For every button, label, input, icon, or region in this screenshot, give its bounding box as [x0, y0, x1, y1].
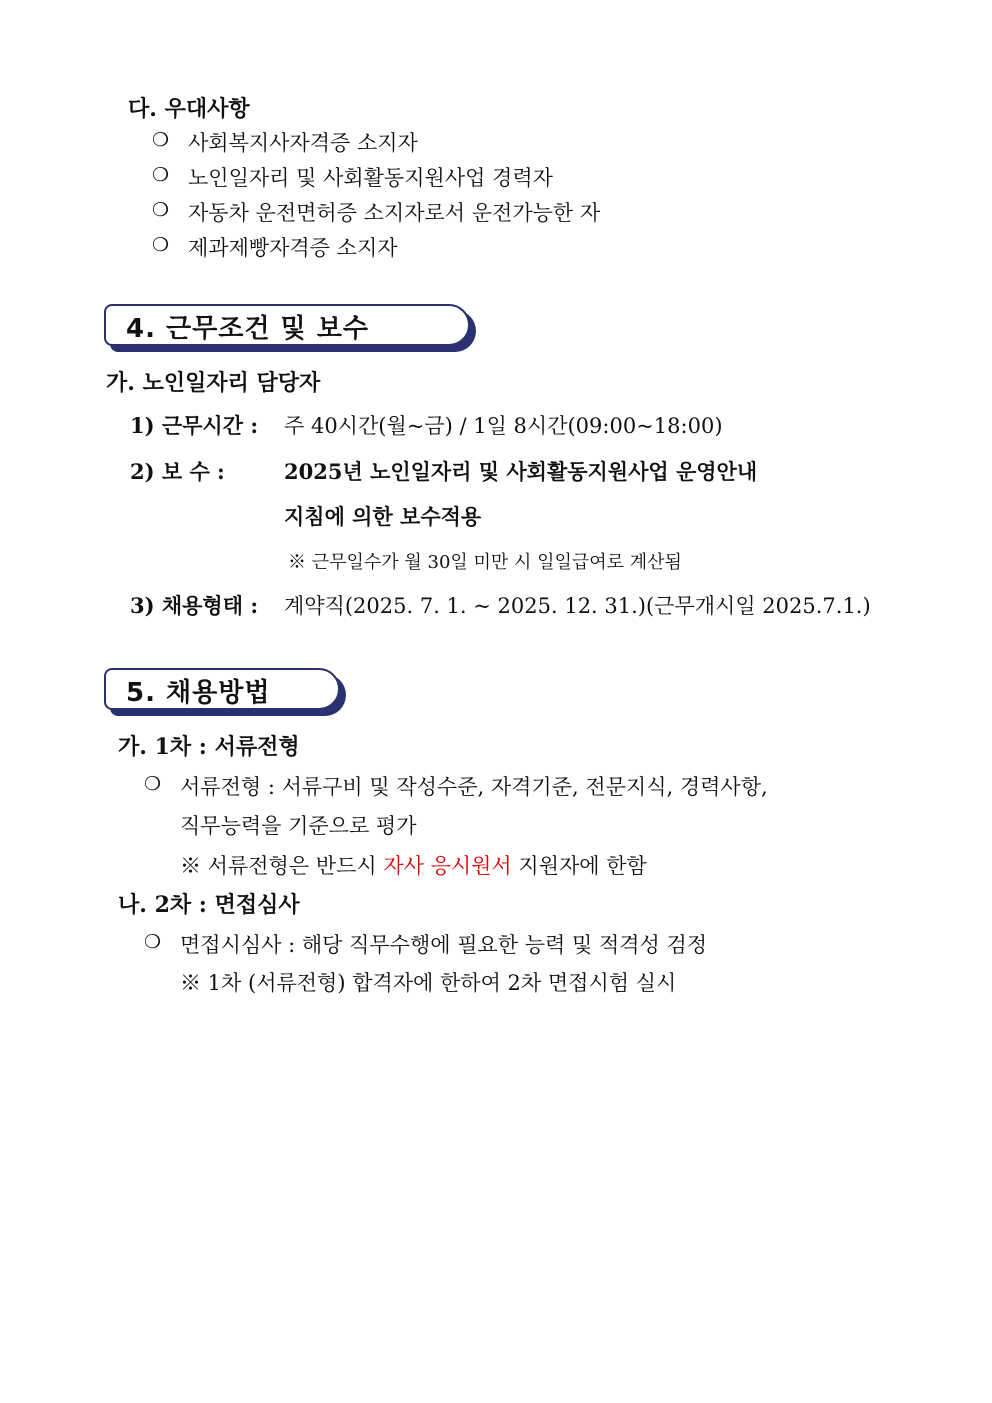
round1-description-line2: 직무능력을 기준으로 평가 [180, 814, 417, 838]
pay-value-line1: 2025년 노인일자리 및 사회활동지원사업 운영안내 [284, 459, 758, 484]
pay-value-line2: 지침에 의한 보수적용 [284, 504, 482, 529]
round1-heading: 가. 1차 : 서류전형 [118, 734, 300, 760]
round1-note-emphasis: 자사 응시원서 [383, 854, 512, 878]
work-hours-label: 1) 근무시간 : [130, 413, 259, 438]
bullet-circle-icon: ❍ [152, 234, 170, 256]
section-4-subheading: 가. 노인일자리 담당자 [106, 370, 321, 396]
section-5-title-box [104, 668, 340, 710]
round2-heading: 나. 2차 : 면접심사 [118, 892, 300, 918]
round1-note-prefix: ※ 서류전형은 반드시 [180, 854, 384, 878]
round2-note: ※ 1차 (서류전형) 합격자에 한하여 2차 면접시험 실시 [180, 971, 677, 995]
pay-label: 2) 보 수 : [130, 459, 225, 484]
bullet-circle-icon: ❍ [152, 129, 170, 151]
employment-type-value: 계약직(2025. 7. 1. ~ 2025. 12. 31.)(근무개시일 2025.7.1.) [284, 594, 871, 618]
round2-description: 면접시심사 : 해당 직무수행에 필요한 능력 및 적격성 검정 [180, 933, 708, 957]
section-4-title: 4. 근무조건 및 보수 [126, 314, 369, 344]
section-5-title: 5. 채용방법 [126, 678, 271, 708]
preference-heading: 다. 우대사항 [128, 96, 250, 122]
pay-note: ※ 근무일수가 월 30일 미만 시 일일급여로 계산됨 [288, 552, 682, 573]
bullet-circle-icon: ❍ [144, 931, 162, 953]
bullet-circle-icon: ❍ [144, 773, 162, 795]
preference-item: 노인일자리 및 사회활동지원사업 경력자 [188, 166, 553, 190]
preference-item: 제과제빵자격증 소지자 [188, 236, 398, 260]
round1-note [180, 850, 647, 880]
preference-item: 사회복지사자격증 소지자 [188, 131, 418, 155]
bullet-circle-icon: ❍ [152, 164, 170, 186]
round1-description-line1: 서류전형 : 서류구비 및 작성수준, 자격기준, 전문지식, 경력사항, [180, 775, 768, 799]
bullet-circle-icon: ❍ [152, 199, 170, 221]
round1-note-suffix: 지원자에 한함 [511, 854, 647, 878]
employment-type-label: 3) 채용형태 : [130, 593, 259, 618]
section-4-title-box [104, 304, 470, 346]
work-hours-value: 주 40시간(월~금) / 1일 8시간(09:00~18:00) [284, 414, 723, 438]
preference-item: 자동차 운전면허증 소지자로서 운전가능한 자 [188, 201, 601, 225]
